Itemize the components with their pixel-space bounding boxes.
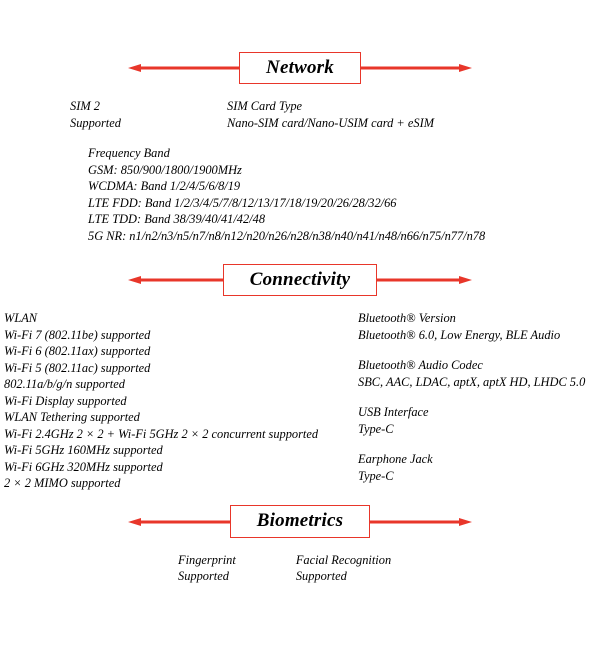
bluetooth-version-label: Bluetooth® Version xyxy=(358,311,456,325)
network-frequency-gsm: GSM: 850/900/1800/1900MHz xyxy=(88,162,242,177)
section-biometrics xyxy=(0,502,600,585)
connectivity-right-column xyxy=(358,310,600,492)
section-title-network: Network xyxy=(239,52,361,85)
wlan-line: Wi-Fi 6GHz 320MHz supported xyxy=(4,459,163,474)
wlan-line: 802.11a/b/g/n supported xyxy=(4,377,125,391)
network-frequency-lte-fdd: LTE FDD: Band 1/2/3/4/5/7/8/12/13/17/18/19/20/26/28/32/66 xyxy=(88,195,397,210)
bluetooth-codec-group xyxy=(358,357,600,390)
earphone-jack-group xyxy=(358,451,600,484)
network-sim2-group xyxy=(0,98,227,131)
section-network xyxy=(0,48,600,244)
network-simtype-group xyxy=(227,98,600,131)
bluetooth-codec-value: SBC, AAC, LDAC, aptX, aptX HD, LHDC 5.0 xyxy=(358,374,586,389)
spec-sheet-page xyxy=(0,48,600,648)
connectivity-content xyxy=(0,300,600,492)
usb-interface-label: USB Interface xyxy=(358,405,429,419)
bluetooth-version-value: Bluetooth® 6.0, Low Energy, BLE Audio xyxy=(358,327,561,342)
earphone-jack-label: Earphone Jack xyxy=(358,452,433,466)
wlan-line: Wi-Fi Display supported xyxy=(4,393,127,408)
network-frequency-lte-tdd: LTE TDD: Band 38/39/40/41/42/48 xyxy=(88,212,266,226)
rule-arrow-right-icon xyxy=(459,518,472,526)
fingerprint-group xyxy=(178,552,236,585)
fingerprint-value: Supported xyxy=(178,569,229,583)
usb-interface-value: Type-C xyxy=(358,421,394,436)
fingerprint-label: Fingerprint xyxy=(178,552,236,567)
wlan-line: Wi-Fi 5GHz 160MHz supported xyxy=(4,443,163,457)
bluetooth-version-group xyxy=(358,310,600,343)
network-sim-row xyxy=(0,98,600,131)
network-sim2-label: SIM 2 xyxy=(70,99,100,113)
earphone-jack-value: Type-C xyxy=(358,468,394,483)
section-header-connectivity xyxy=(0,260,600,300)
facial-recognition-label: Facial Recognition xyxy=(295,552,392,567)
connectivity-wlan-group xyxy=(0,310,358,492)
biometrics-content xyxy=(0,542,600,585)
wlan-label: WLAN xyxy=(4,311,38,325)
network-frequency-wcdma: WCDMA: Band 1/2/4/5/6/8/19 xyxy=(88,179,241,193)
section-title-connectivity: Connectivity xyxy=(223,264,378,297)
rule-arrow-right-icon xyxy=(459,64,472,72)
network-simtype-value: Nano-SIM card/Nano-USIM card + eSIM xyxy=(227,115,435,130)
section-connectivity xyxy=(0,260,600,492)
wlan-line: 2 × 2 MIMO supported xyxy=(4,476,121,490)
network-frequency-group xyxy=(0,145,600,244)
network-simtype-label: SIM Card Type xyxy=(227,99,303,113)
wlan-line: Wi-Fi 7 (802.11be) supported xyxy=(4,327,151,342)
wlan-line: WLAN Tethering supported xyxy=(4,410,140,424)
section-header-biometrics xyxy=(0,502,600,542)
section-header-network xyxy=(0,48,600,88)
section-title-biometrics: Biometrics xyxy=(230,505,370,538)
wlan-line: Wi-Fi 5 (802.11ac) supported xyxy=(4,360,151,375)
wlan-line: Wi-Fi 2.4GHz 2 × 2 + Wi-Fi 5GHz 2 × 2 concurrent supported xyxy=(4,426,319,441)
network-content xyxy=(0,88,600,244)
facial-recognition-value: Supported xyxy=(295,569,347,583)
rule-arrow-right-icon xyxy=(459,276,472,284)
bluetooth-codec-label: Bluetooth® Audio Codec xyxy=(358,358,483,372)
network-frequency-5g-nr: 5G NR: n1/n2/n3/n5/n7/n8/n12/n20/n26/n28/n38/n40/n41/n48/n66/n75/n77/n78 xyxy=(88,228,486,243)
wlan-line: Wi-Fi 6 (802.11ax) supported xyxy=(4,344,151,358)
usb-interface-group xyxy=(358,404,600,437)
network-frequency-label: Frequency Band xyxy=(88,146,170,160)
network-sim2-value: Supported xyxy=(70,115,121,130)
facial-recognition-group xyxy=(296,552,391,585)
